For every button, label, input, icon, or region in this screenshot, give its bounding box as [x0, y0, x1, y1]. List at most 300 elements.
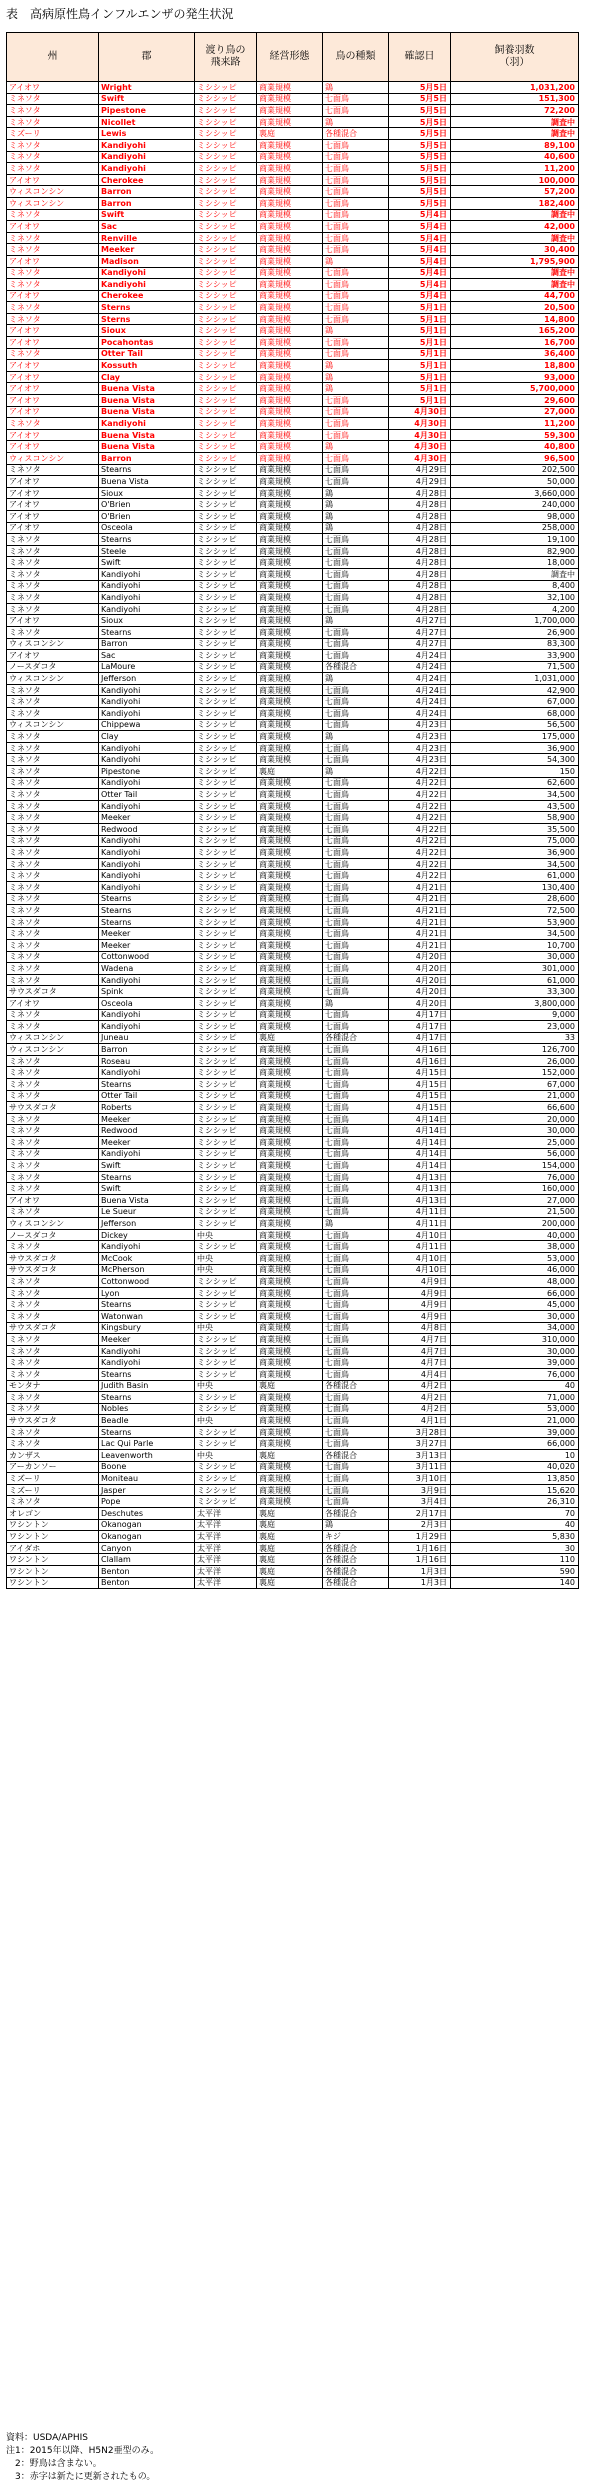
table-header-row	[7, 33, 579, 82]
cell-confirmed-date: 4月22日	[389, 824, 451, 836]
cell-bird-type: 七面鳥	[323, 1334, 389, 1346]
cell-county: Jefferson	[99, 673, 195, 685]
cell-state: ミネソタ	[7, 1183, 99, 1195]
cell-county: Cherokee	[99, 290, 195, 302]
outbreak-table	[6, 32, 579, 1589]
cell-county: Kossuth	[99, 360, 195, 372]
cell-state: ミネソタ	[7, 835, 99, 847]
cell-operation-type: 商業規模	[257, 453, 323, 465]
cell-operation-type: 商業規模	[257, 279, 323, 291]
table-row	[7, 1252, 579, 1264]
cell-county: Kandiyohi	[99, 592, 195, 604]
cell-bird-type: 七面鳥	[323, 1009, 389, 1021]
cell-county: Kandiyohi	[99, 870, 195, 882]
cell-flyway: ミシシッピ	[195, 313, 257, 325]
cell-bird-type: 七面鳥	[323, 1195, 389, 1207]
cell-bird-type: 鶏	[323, 487, 389, 499]
cell-flyway: ミシシッピ	[195, 731, 257, 743]
cell-state: アイオワ	[7, 615, 99, 627]
table-row	[7, 487, 579, 499]
cell-bird-type: 七面鳥	[323, 626, 389, 638]
cell-flyway: ミシシッピ	[195, 800, 257, 812]
cell-bird-type: 七面鳥	[323, 812, 389, 824]
cell-flock-size: 67,000	[451, 1079, 579, 1091]
cell-county: Moniteau	[99, 1473, 195, 1485]
cell-state: ウィスコンシン	[7, 1044, 99, 1056]
cell-flyway: ミシシッピ	[195, 1218, 257, 1230]
cell-flyway: ミシシッピ	[195, 812, 257, 824]
cell-operation-type: 商業規模	[257, 1125, 323, 1137]
cell-operation-type: 商業規模	[257, 661, 323, 673]
table-row	[7, 974, 579, 986]
cell-state: ミネソタ	[7, 534, 99, 546]
cell-flyway: ミシシッピ	[195, 824, 257, 836]
cell-bird-type: 鶏	[323, 499, 389, 511]
cell-confirmed-date: 4月22日	[389, 812, 451, 824]
cell-county: Stearns	[99, 1368, 195, 1380]
cell-bird-type: 七面鳥	[323, 1067, 389, 1079]
cell-state: ミネソタ	[7, 116, 99, 128]
cell-confirmed-date: 4月11日	[389, 1241, 451, 1253]
cell-county: Meeker	[99, 939, 195, 951]
cell-confirmed-date: 4月17日	[389, 1032, 451, 1044]
cell-flyway: ミシシッピ	[195, 835, 257, 847]
cell-flock-size: 61,000	[451, 974, 579, 986]
table-row	[7, 951, 579, 963]
cell-flyway: ミシシッピ	[195, 1148, 257, 1160]
cell-county: Beadle	[99, 1415, 195, 1427]
cell-operation-type: 商業規模	[257, 1102, 323, 1114]
cell-operation-type: 商業規模	[257, 395, 323, 407]
cell-county: Otter Tail	[99, 1090, 195, 1102]
cell-bird-type: 七面鳥	[323, 1426, 389, 1438]
cell-state: ミネソタ	[7, 1206, 99, 1218]
cell-state: アイオワ	[7, 476, 99, 488]
cell-bird-type: 各種混合	[323, 1542, 389, 1554]
cell-county: Barron	[99, 1044, 195, 1056]
cell-flyway: ミシシッピ	[195, 963, 257, 975]
cell-operation-type: 裏庭	[257, 1577, 323, 1589]
cell-confirmed-date: 4月7日	[389, 1357, 451, 1369]
header-bird-type: 鳥の種類	[323, 33, 389, 82]
cell-flock-size: 39,000	[451, 1357, 579, 1369]
cell-confirmed-date: 4月17日	[389, 1021, 451, 1033]
table-row	[7, 325, 579, 337]
cell-operation-type: 商業規模	[257, 835, 323, 847]
cell-operation-type: 商業規模	[257, 1148, 323, 1160]
cell-confirmed-date: 4月30日	[389, 441, 451, 453]
cell-flock-size: 34,500	[451, 789, 579, 801]
cell-state: ミネソタ	[7, 731, 99, 743]
cell-state: ミネソタ	[7, 824, 99, 836]
cell-bird-type: 七面鳥	[323, 800, 389, 812]
cell-flyway: ミシシッピ	[195, 487, 257, 499]
cell-operation-type: 商業規模	[257, 731, 323, 743]
cell-flock-size: 調査中	[451, 116, 579, 128]
cell-flyway: ミシシッピ	[195, 383, 257, 395]
cell-operation-type: 商業規模	[257, 905, 323, 917]
cell-confirmed-date: 4月20日	[389, 986, 451, 998]
cell-state: ミネソタ	[7, 302, 99, 314]
cell-county: Nobles	[99, 1403, 195, 1415]
table-row	[7, 290, 579, 302]
cell-flock-size: 40	[451, 1519, 579, 1531]
cell-flock-size: 1,795,900	[451, 255, 579, 267]
cell-bird-type: 七面鳥	[323, 464, 389, 476]
cell-flyway: ミシシッピ	[195, 603, 257, 615]
cell-state: ミネソタ	[7, 1334, 99, 1346]
cell-state: ウィスコンシン	[7, 1218, 99, 1230]
table-row	[7, 893, 579, 905]
cell-confirmed-date: 1月29日	[389, 1531, 451, 1543]
cell-county: Pipestone	[99, 766, 195, 778]
cell-flock-size: 151,300	[451, 93, 579, 105]
cell-flock-size: 68,000	[451, 708, 579, 720]
cell-state: ミネソタ	[7, 1067, 99, 1079]
cell-operation-type: 商業規模	[257, 603, 323, 615]
cell-state: ミネソタ	[7, 1438, 99, 1450]
table-row	[7, 789, 579, 801]
cell-confirmed-date: 4月21日	[389, 905, 451, 917]
cell-bird-type: 七面鳥	[323, 1403, 389, 1415]
cell-confirmed-date: 5月4日	[389, 279, 451, 291]
cell-flock-size: 10,700	[451, 939, 579, 951]
footnotes	[6, 2432, 159, 2484]
cell-operation-type: 商業規模	[257, 928, 323, 940]
cell-state: ミネソタ	[7, 963, 99, 975]
cell-flyway: ミシシッピ	[195, 1310, 257, 1322]
cell-flyway: ミシシッピ	[195, 592, 257, 604]
cell-county: Kandiyohi	[99, 1067, 195, 1079]
cell-bird-type: 七面鳥	[323, 870, 389, 882]
cell-confirmed-date: 4月7日	[389, 1345, 451, 1357]
cell-flock-size: 調査中	[451, 209, 579, 221]
cell-state: ワシントン	[7, 1577, 99, 1589]
cell-flock-size: 21,000	[451, 1090, 579, 1102]
cell-flock-size: 130,400	[451, 881, 579, 893]
cell-confirmed-date: 2月17日	[389, 1508, 451, 1520]
cell-state: ミネソタ	[7, 1345, 99, 1357]
cell-county: Juneau	[99, 1032, 195, 1044]
table-row	[7, 1055, 579, 1067]
cell-state: ミネソタ	[7, 1426, 99, 1438]
cell-flock-size: 82,900	[451, 545, 579, 557]
cell-operation-type: 商業規模	[257, 1276, 323, 1288]
cell-flyway: ミシシッピ	[195, 255, 257, 267]
cell-state: ミネソタ	[7, 708, 99, 720]
cell-operation-type: 商業規模	[257, 510, 323, 522]
cell-flock-size: 66,000	[451, 1438, 579, 1450]
cell-flock-size: 1,031,000	[451, 673, 579, 685]
cell-state: ワシントン	[7, 1554, 99, 1566]
cell-operation-type: 商業規模	[257, 592, 323, 604]
cell-flyway: ミシシッピ	[195, 1241, 257, 1253]
cell-confirmed-date: 3月13日	[389, 1450, 451, 1462]
cell-confirmed-date: 4月16日	[389, 1055, 451, 1067]
cell-state: ミネソタ	[7, 754, 99, 766]
table-row	[7, 1357, 579, 1369]
cell-confirmed-date: 4月28日	[389, 603, 451, 615]
cell-flock-size: 40,020	[451, 1461, 579, 1473]
cell-bird-type: 七面鳥	[323, 1357, 389, 1369]
cell-confirmed-date: 3月11日	[389, 1461, 451, 1473]
cell-flock-size: 40,600	[451, 151, 579, 163]
cell-state: ウィスコンシン	[7, 1032, 99, 1044]
cell-operation-type: 商業規模	[257, 255, 323, 267]
table-row	[7, 997, 579, 1009]
cell-county: Pipestone	[99, 105, 195, 117]
cell-state: ミネソタ	[7, 1055, 99, 1067]
cell-county: Stearns	[99, 1392, 195, 1404]
cell-confirmed-date: 4月24日	[389, 696, 451, 708]
cell-county: Kandiyohi	[99, 974, 195, 986]
cell-confirmed-date: 4月20日	[389, 997, 451, 1009]
cell-state: ワシントン	[7, 1531, 99, 1543]
cell-flock-size: 93,000	[451, 371, 579, 383]
table-row	[7, 1310, 579, 1322]
cell-flyway: ミシシッピ	[195, 1345, 257, 1357]
cell-bird-type: 七面鳥	[323, 592, 389, 604]
cell-flyway: ミシシッピ	[195, 1357, 257, 1369]
table-row	[7, 719, 579, 731]
cell-confirmed-date: 4月28日	[389, 534, 451, 546]
cell-county: Stearns	[99, 905, 195, 917]
cell-bird-type: 七面鳥	[323, 429, 389, 441]
cell-flock-size: 100,000	[451, 174, 579, 186]
cell-county: Stearns	[99, 1299, 195, 1311]
cell-operation-type: 商業規模	[257, 568, 323, 580]
cell-flyway: ミシシッピ	[195, 1403, 257, 1415]
table-row	[7, 418, 579, 430]
cell-operation-type: 裏庭	[257, 1450, 323, 1462]
cell-flock-size: 26,900	[451, 626, 579, 638]
table-row	[7, 754, 579, 766]
cell-county: Meeker	[99, 1334, 195, 1346]
cell-county: Wright	[99, 82, 195, 94]
cell-flock-size: 96,500	[451, 453, 579, 465]
cell-confirmed-date: 4月15日	[389, 1102, 451, 1114]
cell-county: Kandiyohi	[99, 418, 195, 430]
cell-confirmed-date: 4月10日	[389, 1252, 451, 1264]
table-row	[7, 777, 579, 789]
cell-bird-type: 七面鳥	[323, 1044, 389, 1056]
cell-state: ミネソタ	[7, 626, 99, 638]
cell-state: ミネソタ	[7, 1310, 99, 1322]
cell-flyway: ミシシッピ	[195, 905, 257, 917]
cell-state: ウィスコンシン	[7, 673, 99, 685]
cell-operation-type: 商業規模	[257, 673, 323, 685]
header-flock-size: 飼養羽数 （羽）	[451, 33, 579, 82]
table-row	[7, 545, 579, 557]
cell-flock-size: 150	[451, 766, 579, 778]
cell-confirmed-date: 4月20日	[389, 963, 451, 975]
cell-state: ミネソタ	[7, 1079, 99, 1091]
table-row	[7, 1264, 579, 1276]
cell-flyway: ミシシッピ	[195, 626, 257, 638]
cell-bird-type: 鶏	[323, 522, 389, 534]
table-row	[7, 476, 579, 488]
cell-operation-type: 商業規模	[257, 615, 323, 627]
table-row	[7, 1241, 579, 1253]
cell-state: ミネソタ	[7, 603, 99, 615]
cell-operation-type: 商業規模	[257, 1392, 323, 1404]
table-row	[7, 580, 579, 592]
cell-confirmed-date: 5月5日	[389, 174, 451, 186]
cell-confirmed-date: 4月9日	[389, 1287, 451, 1299]
cell-confirmed-date: 4月14日	[389, 1160, 451, 1172]
cell-county: Sac	[99, 221, 195, 233]
cell-confirmed-date: 4月28日	[389, 487, 451, 499]
cell-county: Kingsbury	[99, 1322, 195, 1334]
cell-bird-type: 鶏	[323, 383, 389, 395]
cell-operation-type: 商業規模	[257, 313, 323, 325]
cell-operation-type: 商業規模	[257, 139, 323, 151]
cell-operation-type: 商業規模	[257, 650, 323, 662]
cell-flock-size: 76,000	[451, 1171, 579, 1183]
cell-bird-type: 七面鳥	[323, 1322, 389, 1334]
cell-bird-type: 七面鳥	[323, 557, 389, 569]
cell-county: Pocahontas	[99, 337, 195, 349]
cell-county: McPherson	[99, 1264, 195, 1276]
cell-county: Cottonwood	[99, 1276, 195, 1288]
cell-operation-type: 商業規模	[257, 325, 323, 337]
cell-flyway: ミシシッピ	[195, 360, 257, 372]
cell-bird-type: 七面鳥	[323, 742, 389, 754]
table-row	[7, 939, 579, 951]
cell-flyway: ミシシッピ	[195, 615, 257, 627]
cell-bird-type: 七面鳥	[323, 650, 389, 662]
cell-county: Stearns	[99, 626, 195, 638]
cell-flyway: ミシシッピ	[195, 151, 257, 163]
cell-county: Benton	[99, 1577, 195, 1589]
cell-flyway: ミシシッピ	[195, 348, 257, 360]
cell-confirmed-date: 4月15日	[389, 1079, 451, 1091]
cell-state: ミネソタ	[7, 1276, 99, 1288]
cell-state: ウィスコンシン	[7, 453, 99, 465]
table-row	[7, 1287, 579, 1299]
cell-flyway: ミシシッピ	[195, 1044, 257, 1056]
cell-state: ミネソタ	[7, 1148, 99, 1160]
cell-state: アイオワ	[7, 290, 99, 302]
cell-operation-type: 裏庭	[257, 1566, 323, 1578]
cell-state: ミネソタ	[7, 742, 99, 754]
cell-operation-type: 商業規模	[257, 441, 323, 453]
cell-bird-type: 七面鳥	[323, 186, 389, 198]
cell-flock-size: 160,000	[451, 1183, 579, 1195]
cell-bird-type: 鶏	[323, 1519, 389, 1531]
cell-bird-type: 七面鳥	[323, 197, 389, 209]
cell-state: ミネソタ	[7, 812, 99, 824]
cell-county: Kandiyohi	[99, 754, 195, 766]
cell-confirmed-date: 3月10日	[389, 1473, 451, 1485]
cell-confirmed-date: 4月22日	[389, 777, 451, 789]
cell-state: アイオワ	[7, 255, 99, 267]
table-row	[7, 673, 579, 685]
cell-bird-type: 鶏	[323, 510, 389, 522]
cell-flyway: ミシシッピ	[195, 1484, 257, 1496]
cell-flyway: 中央	[195, 1415, 257, 1427]
cell-operation-type: 商業規模	[257, 499, 323, 511]
cell-county: Jefferson	[99, 1218, 195, 1230]
cell-flock-size: 11,200	[451, 418, 579, 430]
cell-state: ミネソタ	[7, 232, 99, 244]
header-county: 郡	[99, 33, 195, 82]
cell-confirmed-date: 4月30日	[389, 406, 451, 418]
cell-bird-type: 七面鳥	[323, 313, 389, 325]
table-row	[7, 406, 579, 418]
cell-flyway: ミシシッピ	[195, 499, 257, 511]
cell-bird-type: 鶏	[323, 615, 389, 627]
cell-confirmed-date: 4月17日	[389, 1009, 451, 1021]
cell-state: ウィスコンシン	[7, 197, 99, 209]
cell-operation-type: 商業規模	[257, 742, 323, 754]
cell-state: ミネソタ	[7, 93, 99, 105]
cell-state: アイオワ	[7, 429, 99, 441]
cell-county: Wadena	[99, 963, 195, 975]
table-row	[7, 800, 579, 812]
cell-operation-type: 商業規模	[257, 151, 323, 163]
cell-bird-type: 七面鳥	[323, 603, 389, 615]
cell-bird-type: 各種混合	[323, 661, 389, 673]
cell-operation-type: 商業規模	[257, 881, 323, 893]
table-row	[7, 603, 579, 615]
header-state: 州	[7, 33, 99, 82]
cell-flock-size: 27,000	[451, 406, 579, 418]
table-row	[7, 1554, 579, 1566]
cell-flyway: 太平洋	[195, 1519, 257, 1531]
cell-confirmed-date: 4月9日	[389, 1299, 451, 1311]
cell-flyway: ミシシッピ	[195, 684, 257, 696]
cell-bird-type: 七面鳥	[323, 1368, 389, 1380]
cell-confirmed-date: 5月1日	[389, 348, 451, 360]
cell-confirmed-date: 4月30日	[389, 418, 451, 430]
cell-operation-type: 商業規模	[257, 1299, 323, 1311]
cell-operation-type: 商業規模	[257, 116, 323, 128]
cell-county: Sioux	[99, 615, 195, 627]
cell-bird-type: 各種混合	[323, 128, 389, 140]
cell-bird-type: 七面鳥	[323, 1137, 389, 1149]
cell-flyway: ミシシッピ	[195, 997, 257, 1009]
cell-confirmed-date: 4月23日	[389, 731, 451, 743]
cell-confirmed-date: 4月24日	[389, 661, 451, 673]
cell-county: Watonwan	[99, 1310, 195, 1322]
cell-operation-type: 商業規模	[257, 232, 323, 244]
cell-state: オレゴン	[7, 1508, 99, 1520]
cell-confirmed-date: 1月3日	[389, 1577, 451, 1589]
cell-flock-size: 3,800,000	[451, 997, 579, 1009]
cell-confirmed-date: 5月1日	[389, 302, 451, 314]
cell-state: ノースダコタ	[7, 1229, 99, 1241]
cell-bird-type: 七面鳥	[323, 951, 389, 963]
cell-county: Dickey	[99, 1229, 195, 1241]
cell-flyway: ミシシッピ	[195, 1299, 257, 1311]
cell-confirmed-date: 4月29日	[389, 464, 451, 476]
cell-operation-type: 商業規模	[257, 476, 323, 488]
cell-flyway: ミシシッピ	[195, 1473, 257, 1485]
cell-county: Stearns	[99, 893, 195, 905]
header-operation-type: 経営形態	[257, 33, 323, 82]
cell-flock-size: 28,600	[451, 893, 579, 905]
cell-flock-size: 72,200	[451, 105, 579, 117]
cell-operation-type: 商業規模	[257, 290, 323, 302]
cell-confirmed-date: 1月16日	[389, 1542, 451, 1554]
cell-flyway: ミシシッピ	[195, 1032, 257, 1044]
cell-flyway: ミシシッピ	[195, 105, 257, 117]
cell-state: アイオワ	[7, 510, 99, 522]
cell-flyway: ミシシッピ	[195, 1067, 257, 1079]
cell-bird-type: 七面鳥	[323, 881, 389, 893]
cell-confirmed-date: 5月1日	[389, 383, 451, 395]
